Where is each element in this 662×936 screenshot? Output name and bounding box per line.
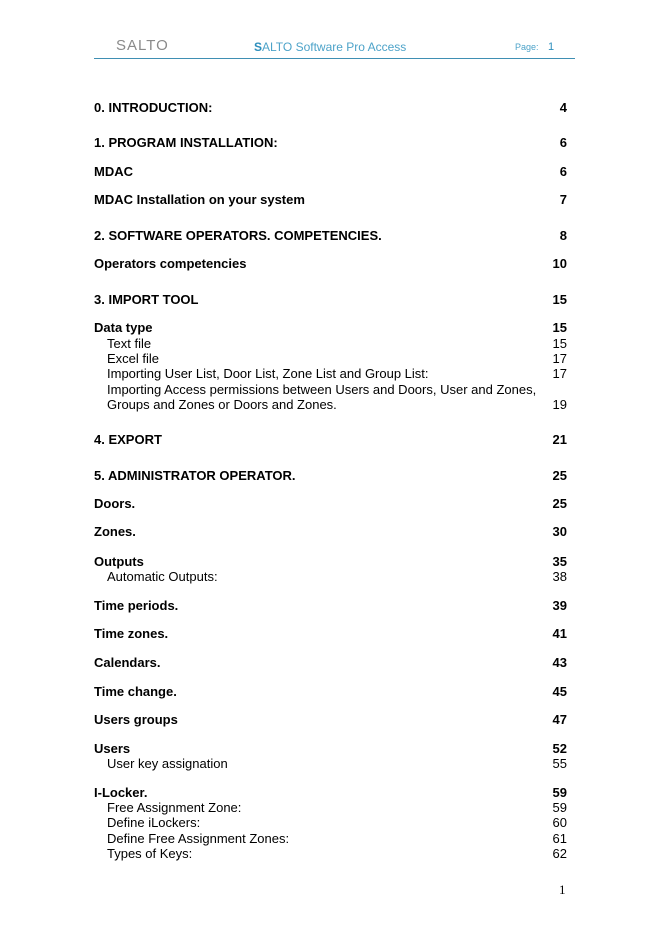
toc-entry-page: 38: [552, 569, 567, 584]
header-page-number: 1: [548, 41, 555, 53]
toc-entry-page: 52: [552, 741, 567, 756]
toc-entry-title: Zones.: [94, 524, 136, 539]
toc-entry: [94, 468, 567, 483]
toc-entry-page: 6: [559, 164, 567, 179]
toc-entry: [94, 554, 567, 569]
toc-entry: [94, 815, 567, 830]
toc-entry-title: Operators competencies: [94, 256, 247, 271]
toc-entry: [94, 432, 567, 447]
toc-entry-page: 59: [552, 800, 567, 815]
toc-entry-page: 30: [552, 524, 567, 539]
toc-entry-title: Define iLockers:: [107, 815, 201, 830]
toc-entry-page: 17: [552, 366, 567, 381]
toc-entry: [94, 135, 567, 150]
toc-entry-title: Define Free Assignment Zones:: [107, 831, 290, 846]
toc-entry-page: 7: [559, 192, 567, 207]
toc-entry: [94, 382, 567, 397]
toc-entry-page: 17: [552, 351, 567, 366]
toc-entry-title: Groups and Zones or Doors and Zones.: [107, 397, 337, 412]
toc-entry-page: 21: [552, 432, 567, 447]
toc-entry-page: 8: [559, 228, 567, 243]
toc-entry: [94, 831, 567, 846]
toc-entry-title: Users groups: [94, 712, 178, 727]
page-label: Page:: [515, 42, 539, 52]
toc-entry: [94, 100, 567, 115]
toc-entry-page: 15: [552, 292, 567, 307]
toc-entry: [94, 292, 567, 307]
toc-entry-title: Excel file: [107, 351, 160, 366]
toc-entry-page: 25: [552, 468, 567, 483]
toc-entry: [94, 598, 567, 613]
toc-entry: [94, 846, 567, 861]
toc-entry-title: MDAC Installation on your system: [94, 192, 305, 207]
toc-entry-page: 10: [552, 256, 567, 271]
toc-entry-title: 0. INTRODUCTION:: [94, 100, 213, 115]
toc-entry: [94, 800, 567, 815]
toc-entry-title: User key assignation: [107, 756, 228, 771]
toc-entry-title: 3. IMPORT TOOL: [94, 292, 199, 307]
toc-entry-page: 15: [552, 320, 567, 335]
toc-entry: [94, 712, 567, 727]
toc-entry: [94, 496, 567, 511]
toc-entry-page: 35: [552, 554, 567, 569]
toc-entry-title: 4. EXPORT: [94, 432, 162, 447]
footer-page-number: 1: [559, 882, 566, 897]
toc-entry: [94, 684, 567, 699]
document-title: SALTO Software Pro Access: [254, 40, 407, 54]
toc-entry: [94, 741, 567, 756]
toc-entry-page: 25: [552, 496, 567, 511]
toc-entry-page: 4: [559, 100, 567, 115]
toc-entry-title: Outputs: [94, 554, 144, 569]
toc-entry-page: 62: [552, 846, 567, 861]
toc-entry-page: 43: [552, 655, 567, 670]
toc-entry-page: 39: [552, 598, 567, 613]
toc-entry-page: 45: [552, 684, 567, 699]
toc-entry-page: 19: [552, 397, 567, 412]
toc-entry-title: Time zones.: [94, 626, 169, 641]
toc-entry: [94, 569, 567, 584]
toc-entry-title: Users: [94, 741, 131, 756]
toc-entry: [94, 336, 567, 351]
toc-entry: [94, 626, 567, 641]
toc-entry-page: 61: [552, 831, 567, 846]
toc-entry-page: 47: [552, 712, 567, 727]
toc-entry: [94, 785, 567, 800]
toc-entry-page: 60: [552, 815, 567, 830]
toc-entry: [94, 228, 567, 243]
salto-logo: SALTO: [116, 37, 169, 54]
toc-entry-title: Time periods.: [94, 598, 179, 613]
toc-entry-page: 6: [559, 135, 567, 150]
toc-entry: [94, 256, 567, 271]
toc-entry-title: Calendars.: [94, 655, 161, 670]
toc-entry-title: I-Locker.: [94, 785, 148, 800]
toc-entry-title: 1. PROGRAM INSTALLATION:: [94, 135, 278, 150]
toc-entry-title: Importing User List, Door List, Zone List and Group List:: [107, 366, 429, 381]
toc-entry: [94, 320, 567, 335]
toc-entry-title: Time change.: [94, 684, 177, 699]
toc-entry: [94, 164, 567, 179]
toc-entry-title: Types of Keys:: [107, 846, 193, 861]
toc-entry: [94, 192, 567, 207]
toc-entry-title: Automatic Outputs:: [107, 569, 218, 584]
toc-entry-title: Importing Access permissions between Users and Doors, User and Zones,: [107, 382, 537, 397]
toc-entry: [94, 756, 567, 771]
page-header: [94, 0, 575, 60]
toc-entry-page: 55: [552, 756, 567, 771]
toc-entry: [94, 366, 567, 381]
toc-entry-title: Doors.: [94, 496, 136, 511]
toc-entry-page: 41: [552, 626, 567, 641]
toc-entry-page: 59: [552, 785, 567, 800]
toc-entry-title: 2. SOFTWARE OPERATORS. COMPETENCIES.: [94, 228, 382, 243]
toc-entry-page: 15: [552, 336, 567, 351]
toc-entry: [94, 655, 567, 670]
toc-entry-title: 5. ADMINISTRATOR OPERATOR.: [94, 468, 296, 483]
toc-entry: [94, 351, 567, 366]
toc-entry: [94, 524, 567, 539]
toc-entry-title: Text file: [107, 336, 152, 351]
toc-entry: [94, 397, 567, 412]
toc-entry-title: Data type: [94, 320, 153, 335]
header-rule: [94, 58, 575, 59]
toc-entry-title: MDAC: [94, 164, 133, 179]
toc-entry-title: Free Assignment Zone:: [107, 800, 242, 815]
